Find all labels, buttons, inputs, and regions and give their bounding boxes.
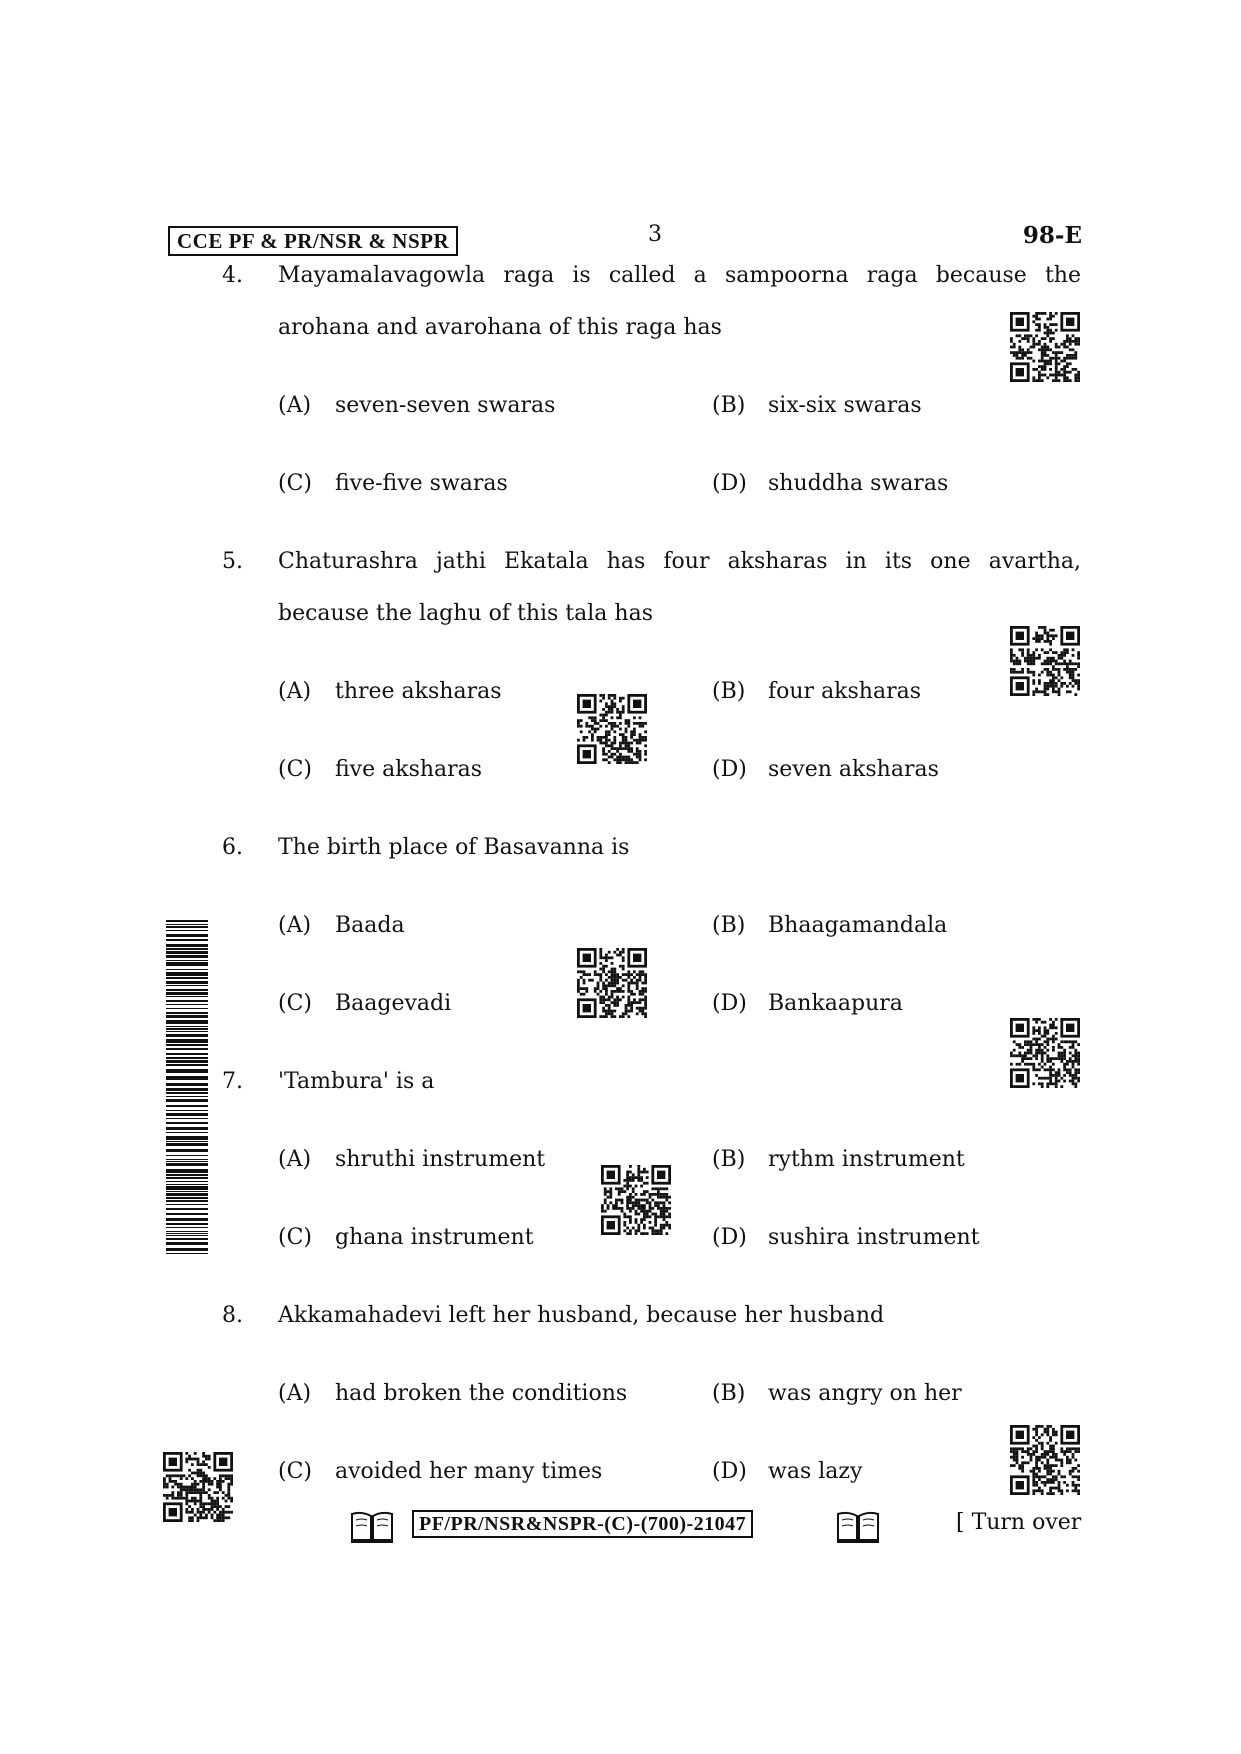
option-label: (C) bbox=[278, 757, 312, 782]
option-label: (D) bbox=[712, 991, 747, 1016]
option-label: (D) bbox=[712, 757, 747, 782]
option-label: (B) bbox=[712, 393, 746, 418]
question-text: 'Tambura' is a bbox=[278, 1069, 435, 1094]
option-label: (C) bbox=[278, 1225, 312, 1250]
option-label: (B) bbox=[712, 679, 746, 704]
option-label: (B) bbox=[712, 913, 746, 938]
option-label: (B) bbox=[712, 1147, 746, 1172]
option-label: (A) bbox=[278, 1381, 312, 1406]
option-label: (D) bbox=[712, 1459, 747, 1484]
option-text: Bhaagamandala bbox=[768, 913, 948, 938]
option-text: was angry on her bbox=[768, 1381, 962, 1406]
book-icon bbox=[836, 1508, 880, 1544]
question-number: 5. bbox=[222, 549, 243, 574]
question-number: 8. bbox=[222, 1303, 243, 1328]
option-label: (B) bbox=[712, 1381, 746, 1406]
paper-code: 98-E bbox=[1022, 222, 1082, 249]
barcode-icon bbox=[166, 920, 208, 1256]
option-text: four aksharas bbox=[768, 679, 922, 704]
question-text: arohana and avarohana of this raga has bbox=[278, 315, 722, 340]
option-label: (D) bbox=[712, 471, 747, 496]
page-number: 3 bbox=[648, 222, 662, 247]
qr-code-icon bbox=[601, 1165, 671, 1235]
option-text: shuddha swaras bbox=[768, 471, 949, 496]
option-label: (D) bbox=[712, 1225, 747, 1250]
question-text: because the laghu of this tala has bbox=[278, 601, 653, 626]
option-text: was lazy bbox=[768, 1459, 863, 1484]
header-code-box: CCE PF & PR/NSR & NSPR bbox=[168, 226, 458, 256]
option-label: (C) bbox=[278, 1459, 312, 1484]
option-label: (A) bbox=[278, 679, 312, 704]
qr-code-icon bbox=[163, 1452, 233, 1522]
option-label: (A) bbox=[278, 1147, 312, 1172]
option-text: ghana instrument bbox=[335, 1225, 534, 1250]
question-number: 7. bbox=[222, 1069, 243, 1094]
question-text: The birth place of Basavanna is bbox=[278, 835, 630, 860]
option-text: seven aksharas bbox=[768, 757, 939, 782]
option-text: Baada bbox=[335, 913, 405, 938]
qr-code-icon bbox=[1010, 1018, 1080, 1088]
option-label: (A) bbox=[278, 393, 312, 418]
option-text: rythm instrument bbox=[768, 1147, 965, 1172]
footer-code-box: PF/PR/NSR&NSPR-(C)-(700)-21047 bbox=[412, 1510, 753, 1538]
turn-over-note: [ Turn over bbox=[956, 1510, 1082, 1535]
qr-code-icon bbox=[577, 694, 647, 764]
option-text: shruthi instrument bbox=[335, 1147, 546, 1172]
option-text: Baagevadi bbox=[335, 991, 452, 1016]
qr-code-icon bbox=[1010, 1425, 1080, 1495]
option-text: Bankaapura bbox=[768, 991, 903, 1016]
question-number: 4. bbox=[222, 263, 243, 288]
option-text: seven-seven swaras bbox=[335, 393, 556, 418]
qr-code-icon bbox=[1010, 626, 1080, 696]
qr-code-icon bbox=[577, 948, 647, 1018]
book-icon bbox=[350, 1508, 394, 1544]
option-text: three aksharas bbox=[335, 679, 502, 704]
option-label: (C) bbox=[278, 991, 312, 1016]
question-text: Chaturashra jathi Ekatala has four aksharas in its one avartha, bbox=[278, 549, 1081, 574]
option-label: (A) bbox=[278, 913, 312, 938]
question-text: Akkamahadevi left her husband, because her husband bbox=[278, 1303, 885, 1328]
option-text: avoided her many times bbox=[335, 1459, 603, 1484]
option-text: five-five swaras bbox=[335, 471, 508, 496]
option-text: six-six swaras bbox=[768, 393, 922, 418]
question-text: Mayamalavagowla raga is called a sampoorna raga because the bbox=[278, 263, 1081, 288]
qr-code-icon bbox=[1010, 312, 1080, 382]
option-text: sushira instrument bbox=[768, 1225, 980, 1250]
question-number: 6. bbox=[222, 835, 243, 860]
option-text: had broken the conditions bbox=[335, 1381, 628, 1406]
option-text: five aksharas bbox=[335, 757, 483, 782]
option-label: (C) bbox=[278, 471, 312, 496]
